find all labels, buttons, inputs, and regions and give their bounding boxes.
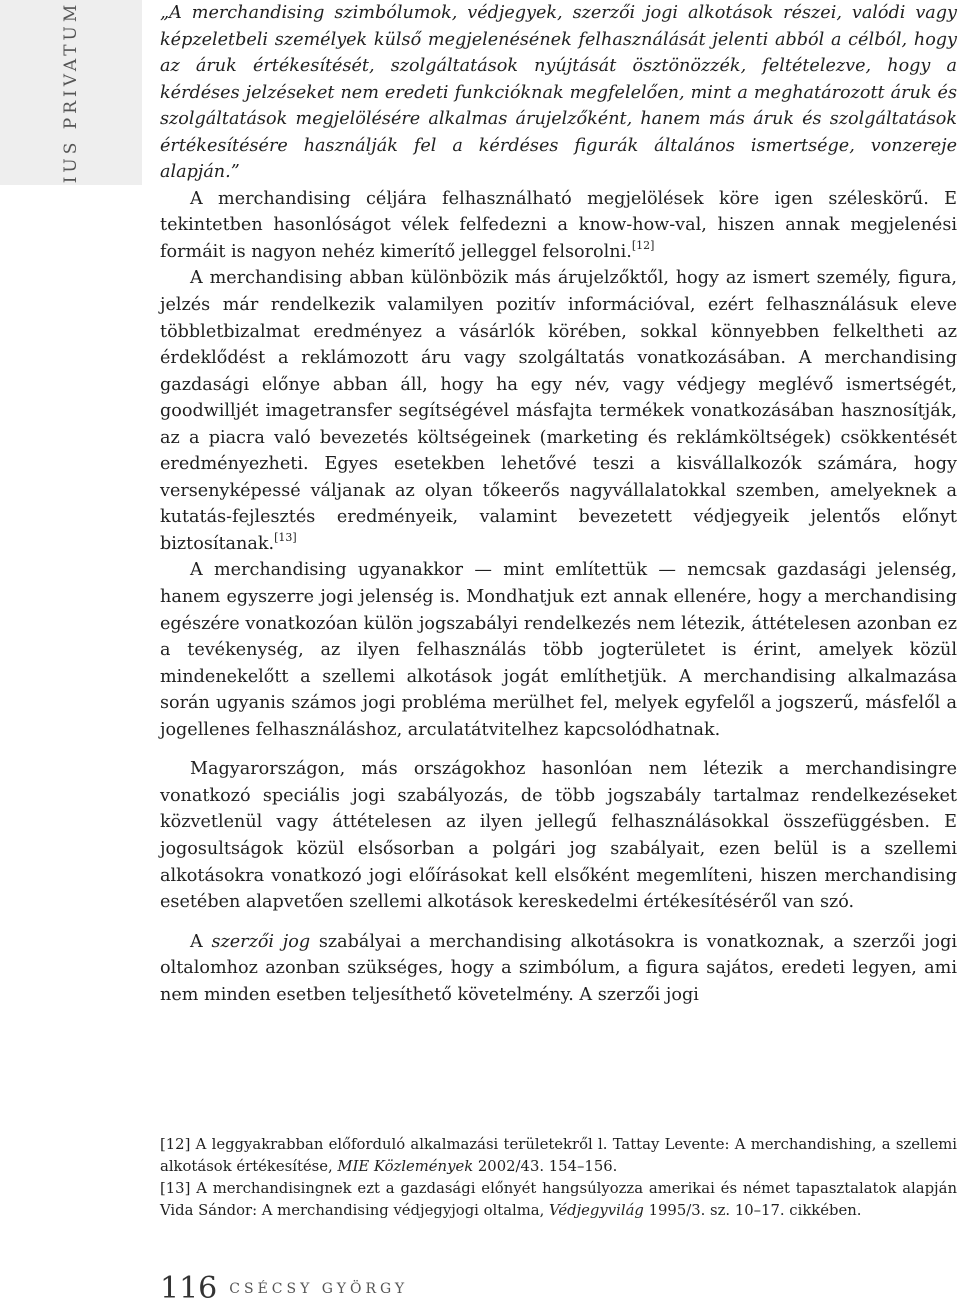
definition-quote: „A merchandising szimbólumok, védjegyek, szerzői jogi alkotások részei, valódi vagy képzeletbeli személyek külső megjelenésének felhasználását jelenti abból a célból, hogy az áruk értékesítését, szolgáltatások nyújtását ösztönözzék, feltételezve, hogy a kérdéses jelzéseket nem eredeti funkcióknak megfelelően, mint a meghatározott áruk és szolgáltatások megjelölésére alkalmas árujelzőként, hanem más áruk és szolgáltatások értékesítésére használják fel a kérdéses figurák általános ismertsége, vonzereje alapján.” (160, 3, 957, 183)
emphasis-copyright: szerzői jog (211, 931, 311, 952)
paragraph-copyright (160, 929, 957, 1009)
paragraph-economic-advantage (160, 265, 957, 557)
footnote-ref-12[interactable]: [12] (631, 238, 655, 252)
paragraph-scope (160, 186, 957, 266)
article-body (160, 0, 957, 1008)
footnote-text: 1995/3. sz. 10–17. cikkében. (643, 1202, 862, 1219)
paragraph-text: A merchandising céljára felhasználható megjelölések köre igen széleskörű. E tekintetben hasonlóságot vélek felfedezni a know-how-val, hiszen annak megjelenési formáit is nagyon nehéz kimerítő jelleggel felsorolni. (160, 188, 957, 262)
footnotes (160, 1134, 957, 1222)
paragraph-hungary: Magyarországon, más országokhoz hasonlóan nem létezik a merchandisingre vonatkozó speciális jogi szabályozás, de több jogszabály tartalmaz rendelkezéseket közvetlenül vagy áttételesen az ilyen jellegű felhasználásokkal összefüggésben. E jogosultságok közül elsősorban a polgári jog szabályait, ezen belül is a szellemi alkotásokra vonatkozó jogi előírásokat kell elsőként megemlíteni, hiszen merchandising esetében alapvetően szellemi alkotások kereskedelmi értékesítéséről van szó. (160, 759, 957, 913)
page-number: 116 (160, 1271, 218, 1306)
journal-title: IUS PRIVATUM (61, 0, 81, 184)
paragraph-text: A (190, 931, 212, 952)
paragraph-legal-phenomenon: A merchandising ugyanakkor — mint említettük — nemcsak gazdasági jelenség, hanem egyszerre jogi jelenség is. Mondhatjuk ezt annak ellenére, hogy a merchandising egészére vonatkozóan külön jogszabályi rendelkezés nem létezik, áttételesen azonban ez a tevékenység, az ilyen felhasználás több jogterületet is érint, amelyek közül mindenekelőtt a szellemi alkotások jogát említhetjük. A merchandising alkalmazása során ugyanis számos jogi probléma merülhet fel, melyek egyfelől a jogszerű, másfelől a jogellenes felhasználáshoz, arculatátvitelhez kapcsolódhatnak. (160, 560, 957, 740)
footnote-12 (160, 1134, 957, 1178)
footnote-source: Védjegyvilág (549, 1202, 644, 1219)
footnote-source: MIE Közlemények (337, 1158, 474, 1175)
footnote-ref-13[interactable]: [13] (274, 530, 297, 544)
author-name: CSÉCSY GYÖRGY (229, 1280, 409, 1297)
paragraph-text: A merchandising abban különbözik más árujelzőktől, hogy az ismert személy, figura, jelzés már rendelkezik valamilyen pozitív információval, ezért felhasználásuk eleve többletbizalmat eredményez a vásárlók körében, sokkal könnyebben felkeltheti az érdeklődést a reklámozott áru vagy szolgáltatás vonatkozásában. A merchandising gazdasági előnye abban áll, hogy ha egy név, vagy védjegy meglévő ismertségét, goodwilljét imagetransfer segítségével másfajta termékek vonatkozásában hasznosítják, az a piacra való bevezetés költségeinek (marketing és reklámköltségek) csökkentését eredményezheti. Egyes esetekben lehetővé teszi a kisvállalkozók számára, hogy versenyképessé váljanak az olyan tőkeerős nagyvállalatokkal szemben, amelyeknek a kutatás-fejlesztés eredményeik, valamint bevezetett védjegyeik jelentős előnyt biztosítanak. (160, 268, 957, 554)
footnote-13 (160, 1178, 957, 1222)
journal-sidebar-tab (0, 0, 142, 185)
footnote-text: A leggyakrabban előforduló alkalmazási területekről l. Tattay Levente: A merchandishing, a szellemi alkotások értékesítése, (160, 1136, 957, 1175)
page-footer (160, 1271, 408, 1306)
paragraph-text: szabályai a merchandising alkotásokra is vonatkoznak, a szerzői jogi oltalomhoz azonban szükséges, hogy a szimbólum, a figura sajátos, eredeti legyen, ami nem minden esetben teljesíthető követelmény. A szerzői jogi (160, 931, 957, 1005)
footnote-mark: [12] (160, 1136, 191, 1153)
footnote-mark: [13] (160, 1180, 191, 1197)
footnote-text: A merchandisingnek ezt a gazdasági előnyét hangsúlyozza amerikai és német tapasztalatok alapján Vida Sándor: A merchandising védjegyjogi oltalma, (160, 1180, 957, 1219)
footnote-text: 2002/43. 154–156. (473, 1158, 618, 1175)
